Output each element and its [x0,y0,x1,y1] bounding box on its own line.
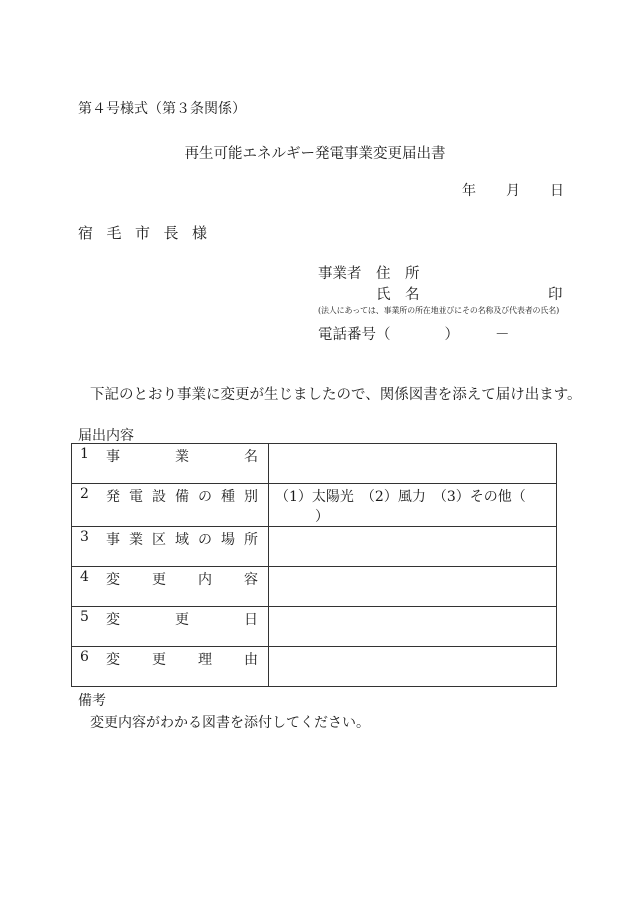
row-label-char: 備 [175,489,189,505]
row-label [106,446,258,466]
row-number: 5 [80,609,89,625]
remarks-label: 備考 [78,693,106,709]
date-line [462,180,564,200]
row-number: 4 [80,569,89,585]
applicant-label: 事業者 [318,266,362,282]
row-label-char: 区 [152,532,166,548]
section-label: 届出内容 [78,428,134,444]
row-label-char: 業 [129,532,143,548]
row-number: 6 [80,649,89,665]
row-label-char: 域 [175,532,189,548]
row-number: 3 [80,529,89,545]
row-label [106,609,258,629]
row-label [106,649,258,669]
row-label-char: 名 [244,449,258,465]
row-label-char: 変 [106,612,120,628]
row-value-cell[interactable] [269,444,557,484]
row-label-char: 事 [106,449,120,465]
row-label-char: 更 [152,652,166,668]
row-label [106,486,258,506]
date-day: 日 [550,183,564,199]
row-label-cell [72,647,269,687]
row-value-cell[interactable] [269,567,557,607]
corporate-note: (法人にあっては、事業所の所在地並びにその名称及び代表者の氏名) [318,306,560,315]
row-value-end: ） [315,509,329,525]
table-row [72,567,557,607]
phone-dash: － [495,327,510,343]
phone-open-paren: （ [376,327,391,343]
phone-close-paren: ） [444,327,459,343]
table-row [72,607,557,647]
row-value-cell[interactable] [269,527,557,567]
phone-label: 電話番号 [318,327,376,343]
table-row [72,444,557,484]
address-label: 住 所 [376,266,420,282]
row-label-char: 業 [175,449,189,465]
row-label-char: の [198,489,212,505]
addressee: 宿毛市長様 [78,224,221,242]
row-label-char: 容 [244,572,258,588]
row-label-cell [72,527,269,567]
document-title: 再生可能エネルギー発電事業変更届出書 [184,146,446,162]
notification-table [71,443,557,687]
row-label-char: 更 [152,572,166,588]
row-label-char: 更 [175,612,189,628]
applicant-address-line [318,262,420,283]
row-label-char: 日 [244,612,258,628]
row-value: （1）太陽光 （2）風力 （3）その他（ [275,489,526,505]
row-label-char: の [198,532,212,548]
row-label-cell [72,484,269,527]
seal-mark: 印 [548,287,563,303]
row-label-char: 理 [198,652,212,668]
row-label [106,529,258,549]
row-value-cell[interactable] [269,484,557,527]
table-row [72,647,557,687]
row-label-char: 由 [244,652,258,668]
row-label-char: 変 [106,652,120,668]
row-label-char: 場 [221,532,235,548]
row-label-char: 種 [221,489,235,505]
row-label-char: 発 [106,489,120,505]
date-month: 月 [506,183,520,199]
phone-line [318,323,510,344]
form-number: 第４号様式（第３条関係） [78,101,246,117]
row-label-cell [72,444,269,484]
row-label-char: 所 [244,532,258,548]
row-value-cell[interactable] [269,607,557,647]
remarks-text: 変更内容がわかる図書を添付してください。 [90,715,370,731]
row-number: 2 [80,486,89,502]
row-label [106,569,258,589]
row-label-char: 電 [129,489,143,505]
applicant-name-label: 氏 名 [376,287,420,303]
table-row [72,527,557,567]
row-value-cell[interactable] [269,647,557,687]
row-label-char: 設 [152,489,166,505]
row-label-cell [72,567,269,607]
row-number: 1 [80,446,89,462]
row-label-char: 別 [244,489,258,505]
row-label-char: 変 [106,572,120,588]
date-year: 年 [462,183,476,199]
table-row [72,484,557,527]
row-label-char: 内 [198,572,212,588]
intro-statement: 下記のとおり事業に変更が生じましたので、関係図書を添えて届け出ます。 [90,387,582,403]
row-label-cell [72,607,269,647]
row-label-char: 事 [106,532,120,548]
